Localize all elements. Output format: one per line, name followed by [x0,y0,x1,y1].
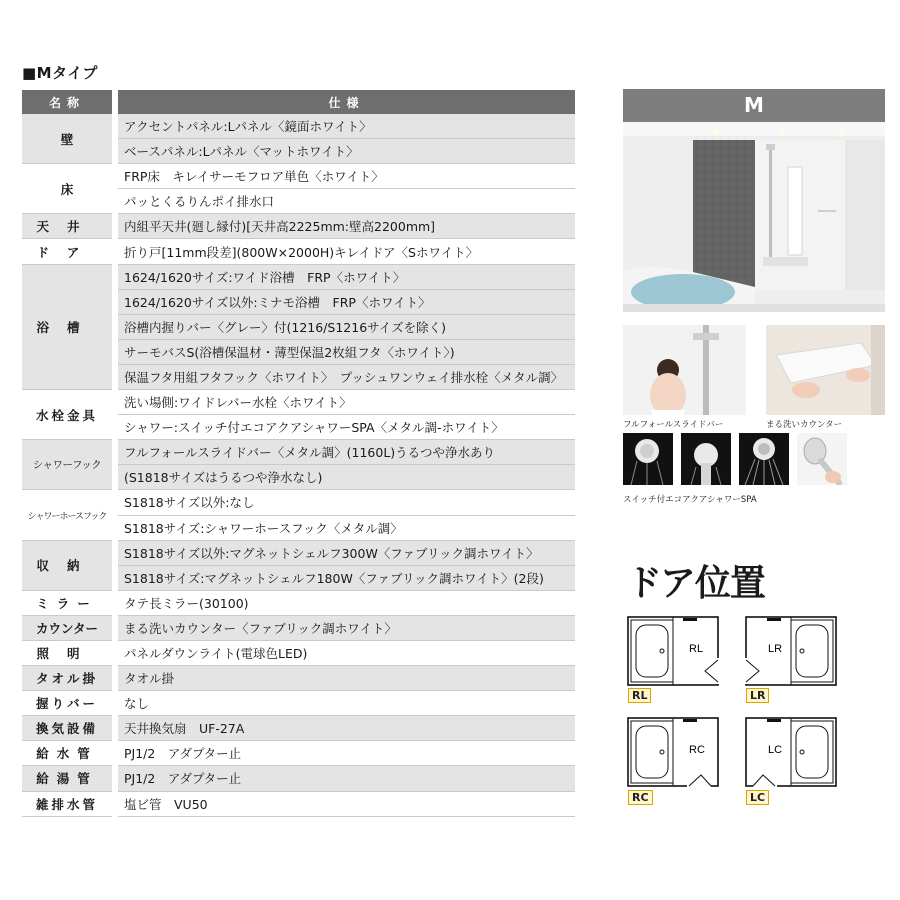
spec-cell: 洗い場側:ワイドレバー水栓〈ホワイト〉 [115,390,575,415]
spec-cell: 天井換気扇 UF-27A [115,716,575,741]
spec-table [22,90,575,817]
table-row [22,766,575,791]
row-label: タオル掛 [22,666,115,691]
row-label: 雑排水管 [22,791,115,816]
spec-cell: FRP床 キレイサーモフロア単色〈ホワイト〉 [115,164,575,189]
door-plan-lc [745,717,837,791]
spec-cell: S1818サイズ:マグネットシェルフ180W〈ファブリック調ホワイト〉(2段) [115,565,575,590]
spec-cell: タテ長ミラー(30100) [115,590,575,615]
spec-cell: 内組平天井(廻し縁付)[天井高2225mm:壁高2200mm] [115,214,575,239]
counter-caption: まる洗いカウンター [766,420,843,430]
spec-cell: 折り戸[11mm段差](800W×2000H)キレイドア〈Sホワイト〉 [115,239,575,264]
spec-cell: アクセントパネル:Lパネル〈鏡面ホワイト〉 [115,114,575,139]
row-label: ミラー [22,590,115,615]
door-plan-lr [745,616,837,690]
door-plan-label: LR [768,643,783,655]
row-label: 壁 [22,114,115,164]
spec-table-body [22,114,575,816]
spec-cell: シャワー:スイッチ付エコアクアシャワーSPA〈メタル調-ホワイト〉 [115,415,575,440]
row-label: 浴槽 [22,264,115,389]
row-label: 給湯管 [22,766,115,791]
table-row [22,716,575,741]
door-code-badge: RC [628,790,653,805]
spec-cell: 浴槽内握りバー〈グレー〉付(1216/S1216サイズを除く) [115,314,575,339]
row-label: 給水管 [22,741,115,766]
spec-cell: タオル掛 [115,666,575,691]
door-plan-label: RL [689,643,704,655]
spec-cell: 保温フタ用組フタフック〈ホワイト〉 プッシュワンウェイ排水栓〈メタル調〉 [115,364,575,389]
table-row [22,540,575,565]
header-name: 名称 [22,90,115,114]
table-row [22,440,575,465]
spec-cell: 1624/1620サイズ:ワイド浴槽 FRP〈ホワイト〉 [115,264,575,289]
spec-cell: サーモバスS(浴槽保温材・薄型保温2枚組フタ〈ホワイト〉) [115,339,575,364]
row-label: シャワーフック [22,440,115,490]
door-code-badge: LR [746,688,769,703]
spec-cell: ベースパネル:Lパネル〈マットホワイト〉 [115,139,575,164]
spec-cell: パッとくるりんポイ排水口 [115,189,575,214]
slidebar-caption: フルフォールスライドバー [623,420,724,430]
bathroom-photo [623,122,885,312]
shower-photo-4 [797,433,847,485]
shower-photo-2 [681,433,731,485]
table-row [22,264,575,289]
row-label: 床 [22,164,115,214]
model-header: M [623,89,885,122]
spec-cell: PJ1/2 アダプター止 [115,766,575,791]
shower-photo-3 [739,433,789,485]
shower-photo-1 [623,433,673,485]
table-row [22,214,575,239]
table-row [22,390,575,415]
spec-cell: 塩ビ管 VU50 [115,791,575,816]
door-position-title: ドア位置 [626,563,765,604]
spec-cell: フルフォールスライドバー〈メタル調〉(1160L)うるつや浄水あり [115,440,575,465]
spec-cell: パネルダウンライト(電球色LED) [115,640,575,665]
table-row [22,490,575,515]
door-plan-label: LC [768,744,783,756]
table-row [22,640,575,665]
door-code-badge: RL [628,688,651,703]
row-label: カウンター [22,615,115,640]
spec-cell: (S1818サイズはうるつや浄水なし) [115,465,575,490]
table-row [22,741,575,766]
counter-photo [766,325,885,415]
spec-cell: S1818サイズ以外:なし [115,490,575,515]
table-row [22,590,575,615]
row-label: 水栓金具 [22,390,115,440]
table-row [22,666,575,691]
door-plan-label: RC [689,744,705,756]
row-label: 換気設備 [22,716,115,741]
spec-cell: 1624/1620サイズ以外:ミナモ浴槽 FRP〈ホワイト〉 [115,289,575,314]
row-label: 天井 [22,214,115,239]
table-row [22,791,575,816]
spec-cell: PJ1/2 アダプター止 [115,741,575,766]
row-label: ドア [22,239,115,264]
door-code-badge: LC [746,790,769,805]
table-row [22,691,575,716]
spec-cell: なし [115,691,575,716]
row-label: シャワーホースフック [22,490,115,540]
table-row [22,615,575,640]
spec-cell: S1818サイズ以外:マグネットシェルフ300W〈ファブリック調ホワイト〉 [115,540,575,565]
table-row [22,239,575,264]
door-plan-rl [627,616,719,690]
table-row [22,114,575,139]
section-title: ■Mタイプ [22,64,98,82]
slidebar-photo [623,325,746,415]
header-spec: 仕様 [115,90,575,114]
row-label: 握りバー [22,691,115,716]
row-label: 収納 [22,540,115,590]
door-plan-rc [627,717,719,791]
table-row [22,164,575,189]
spec-cell: まる洗いカウンター〈ファブリック調ホワイト〉 [115,615,575,640]
shower-caption: スイッチ付エコアクアシャワーSPA [623,495,757,505]
row-label: 照明 [22,640,115,665]
spec-cell: S1818サイズ:シャワーホースフック〈メタル調〉 [115,515,575,540]
